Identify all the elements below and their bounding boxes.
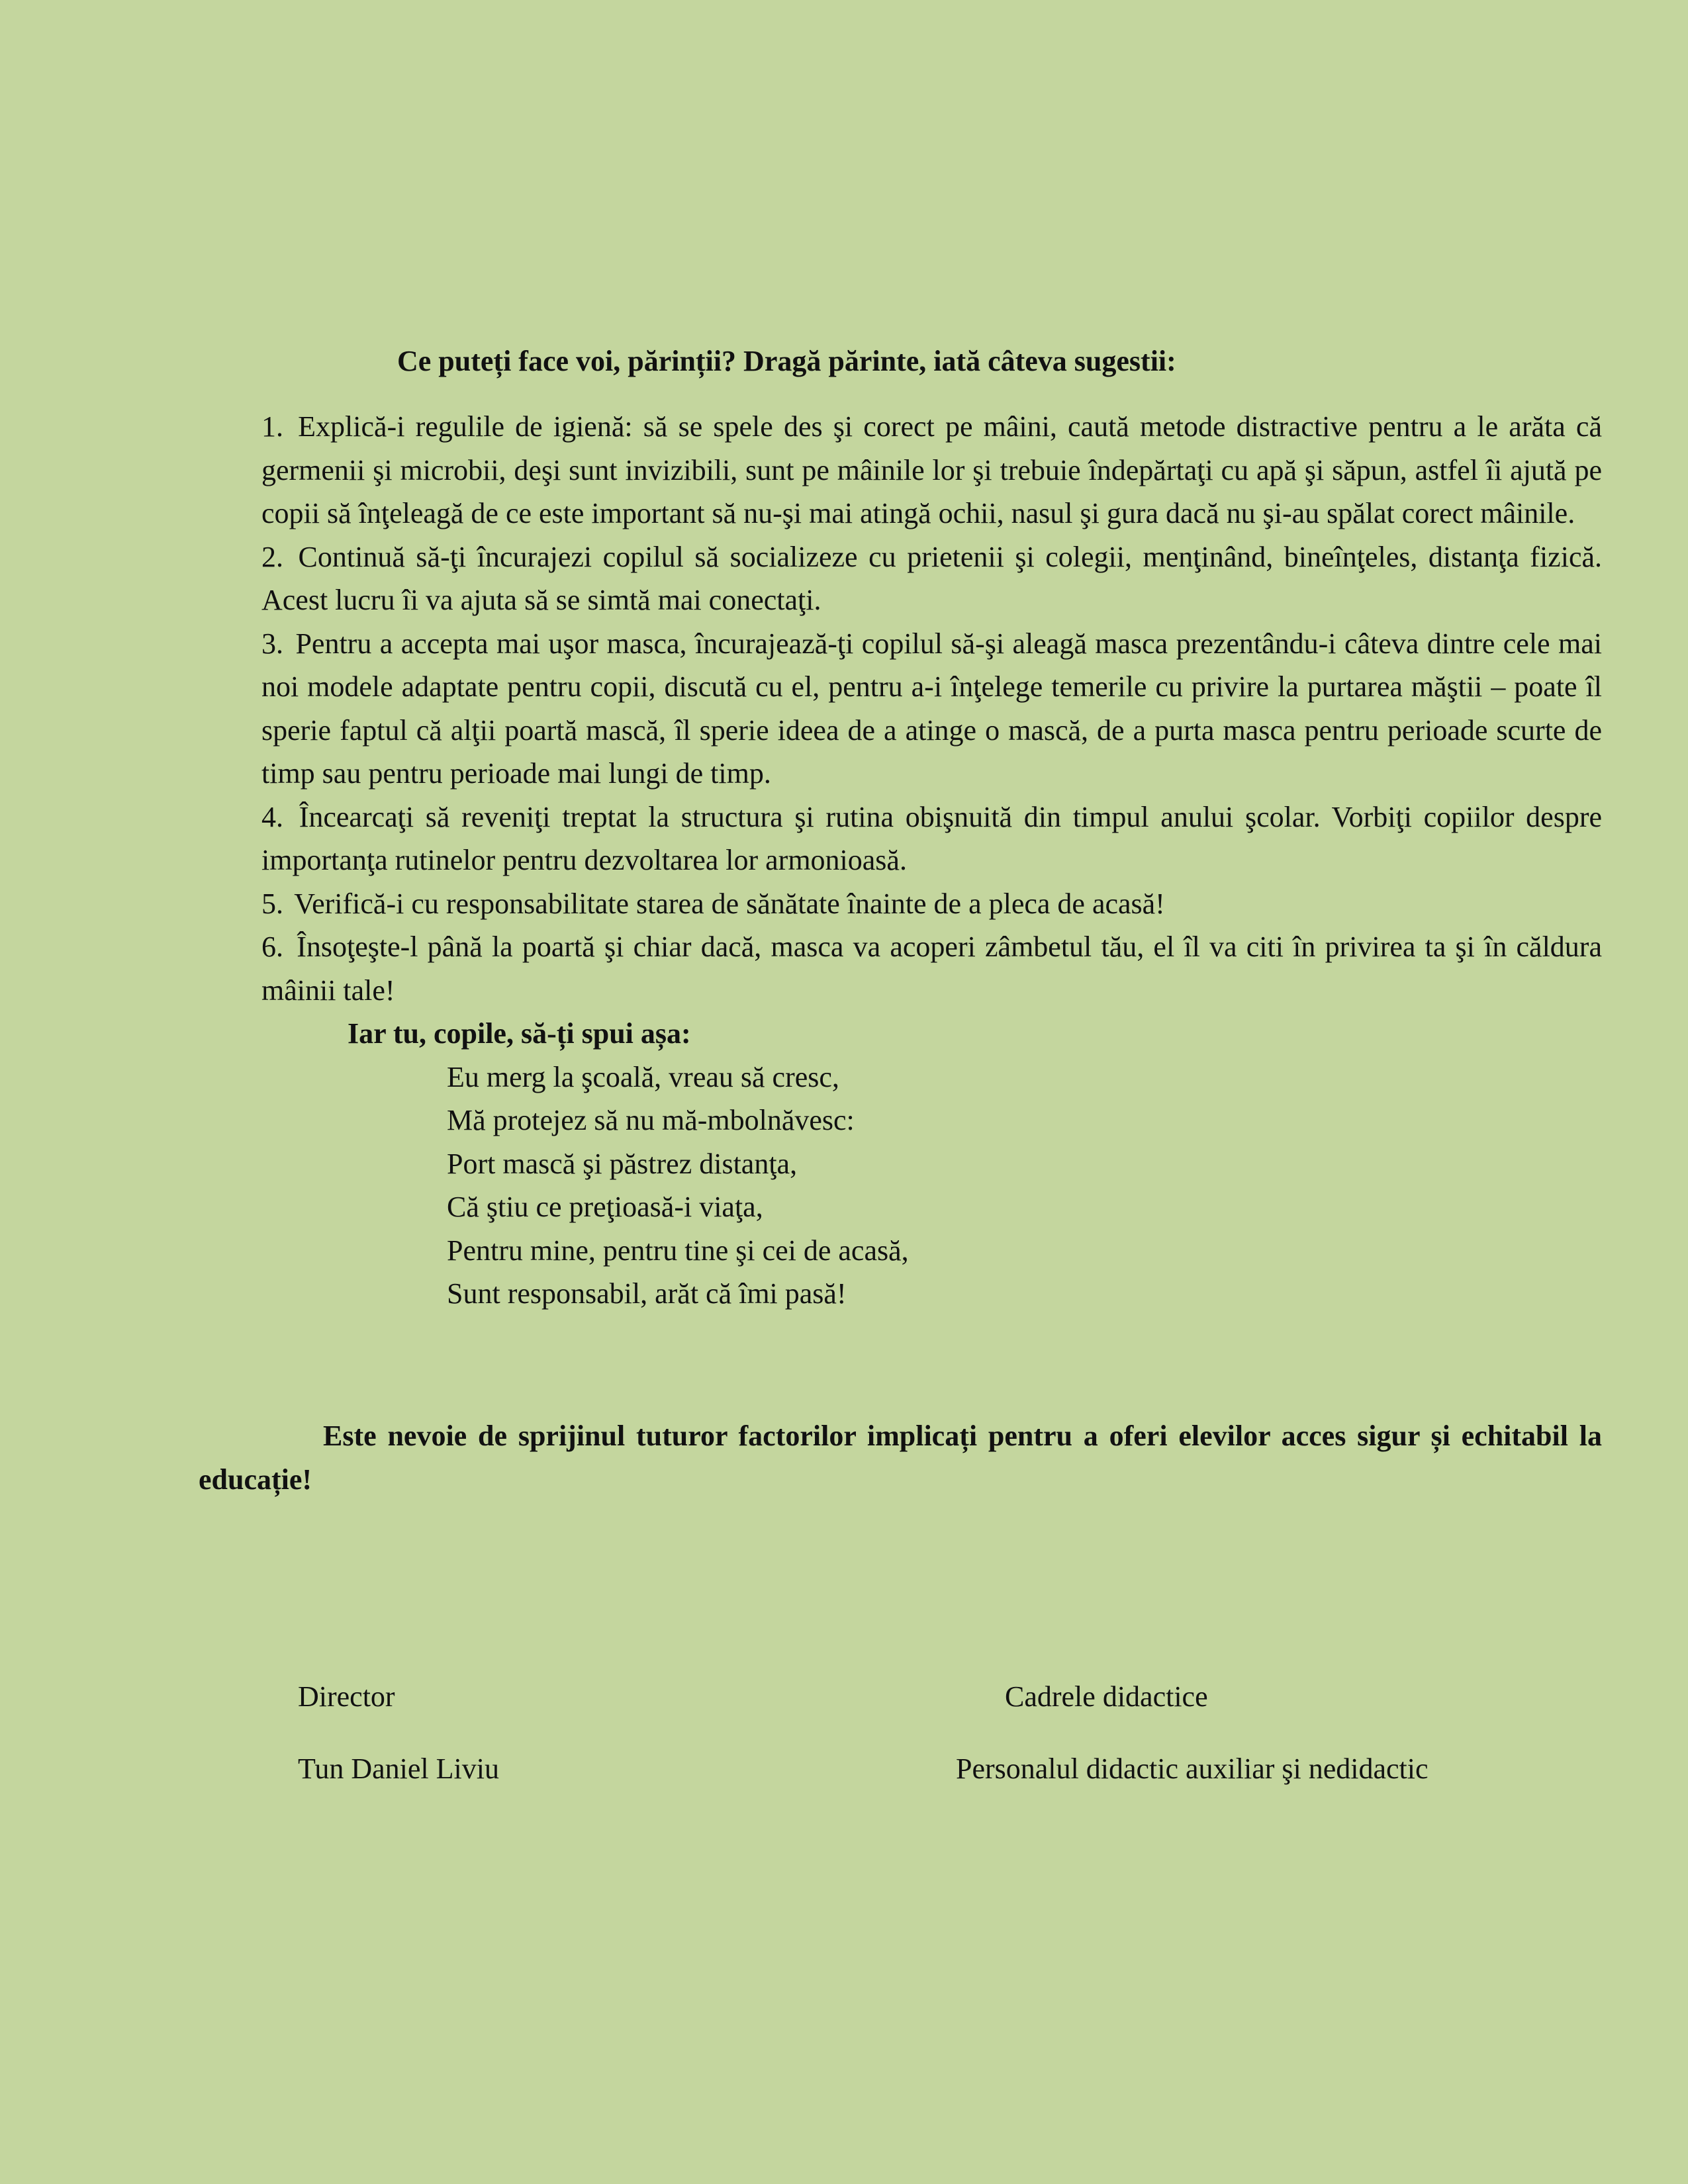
closing-statement: Este nevoie de sprijinul tuturor factorilor implicați pentru a oferi elevilor acces sigur și echitabil la educație!	[199, 1420, 1602, 1496]
poem	[261, 1056, 1602, 1316]
signature-director-name: Tun Daniel Liviu	[298, 1752, 499, 1785]
suggestion-text: Explică-i regulile de igienă: să se spele des şi corect pe mâini, caută metode distractive pentru a le arăta că germenii şi microbii, deşi sunt invizibili, sunt pe mâinile lor şi trebuie îndepărtaţi cu apă şi săpun, astfel îi ajută pe copii să înţeleagă de ce este important să nu-şi mai atingă ochii, nasul şi gura dacă nu şi-au spălat corect mâinile.	[261, 410, 1602, 529]
poem-line: Că ştiu ce preţioasă-i viaţa,	[447, 1191, 763, 1223]
suggestion-text: Pentru a accepta mai uşor masca, încurajează-ţi copilul să-şi aleagă masca prezentându-i câteva dintre cele mai noi modele adaptate pentru copii, discută cu el, pentru a-i înţelege temerile cu privire la purtarea măştii – poate îl sperie faptul că alţii poartă mască, îl sperie ideea de a atinge o mască, de a purta masca pentru perioade scurte de timp sau pentru perioade mai lungi de timp.	[261, 627, 1602, 790]
suggestion-item	[261, 796, 1602, 882]
suggestion-number: 1.	[261, 410, 283, 443]
suggestion-text: Continuă să-ţi încurajezi copilul să socializeze cu prietenii şi colegii, menţinând, bineînţeles, distanţa fizică. Acest lucru îi va ajuta să se simtă mai conectaţi.	[261, 540, 1602, 616]
suggestion-item	[261, 622, 1602, 796]
suggestion-text: Încearcaţi să reveniţi treptat la structura şi rutina obişnuită din timpul anului şcolar. Vorbiţi copiilor despre importanţa rutinelor pentru dezvoltarea lor armonioasă.	[261, 800, 1603, 876]
suggestion-text: Verifică-i cu responsabilitate starea de sănătate înainte de a pleca de acasă!	[294, 887, 1165, 920]
child-heading: Iar tu, copile, să-ți spui așa:	[348, 1017, 691, 1050]
suggestion-item	[261, 535, 1602, 622]
suggestions-block	[261, 405, 1602, 1316]
poem-line: Port mască şi păstrez distanţa,	[447, 1147, 798, 1180]
signature-staff-name: Personalul didactic auxiliar şi nedidactic	[956, 1752, 1429, 1785]
page-heading: Ce puteți face voi, părinții? Dragă părinte, iată câteva sugestii:	[397, 345, 1176, 377]
suggestion-number: 2.	[261, 540, 283, 573]
suggestion-item	[261, 882, 1602, 926]
poem-line: Eu merg la şcoală, vreau să cresc,	[447, 1060, 839, 1093]
suggestion-text: Însoţeşte-l până la poartă şi chiar dacă, masca va acoperi zâmbetul tău, el îl va citi în privirea ta şi în căldura mâinii tale!	[261, 931, 1602, 1007]
suggestion-item	[261, 405, 1602, 535]
poem-line: Mă protejez să nu mă-mbolnăvesc:	[447, 1104, 855, 1136]
signature-director-title: Director	[298, 1680, 395, 1713]
signature-staff-title: Cadrele didactice	[1005, 1680, 1208, 1713]
suggestion-number: 6.	[261, 931, 283, 963]
poem-line: Pentru mine, pentru tine şi cei de acasă,	[447, 1234, 909, 1267]
suggestion-number: 3.	[261, 627, 283, 660]
suggestion-number: 4.	[261, 800, 283, 833]
suggestion-number: 5.	[261, 887, 283, 920]
poem-line: Sunt responsabil, arăt că îmi pasă!	[447, 1277, 847, 1310]
suggestion-item	[261, 925, 1602, 1012]
